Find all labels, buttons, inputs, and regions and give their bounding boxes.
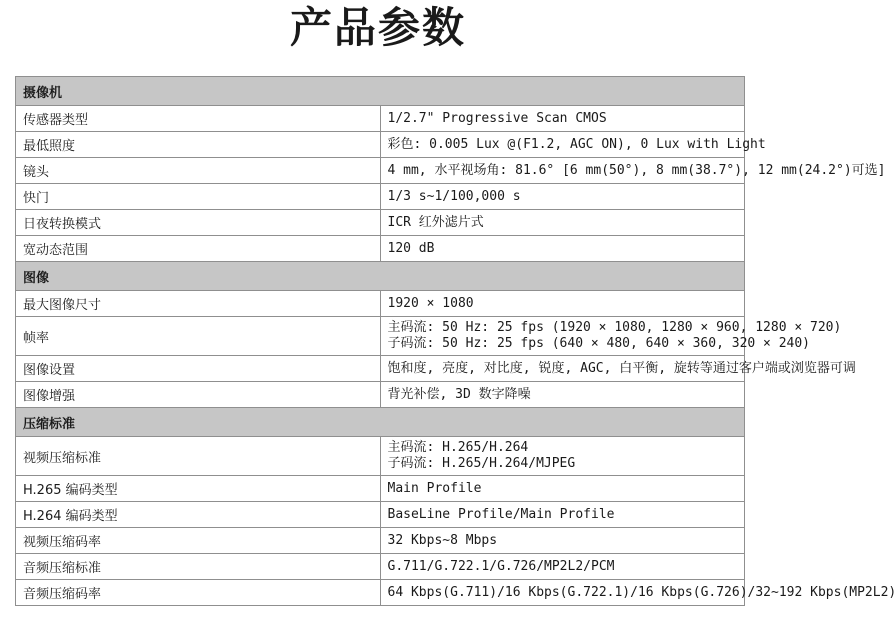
spec-value-line: 1/3 s~1/100,000 s [387,188,521,204]
spec-label: 最低照度 [16,132,381,158]
spec-value [380,580,896,606]
spec-table-body [16,77,896,606]
table-row [16,106,745,132]
table-row [16,132,745,158]
table-row [16,437,745,476]
table-row [16,580,745,606]
spec-label: 快门 [16,184,381,210]
spec-label: 图像设置 [16,356,381,382]
section-header-row [16,262,745,291]
spec-value-line: ICR 红外滤片式 [387,214,484,230]
spec-value [380,158,886,184]
spec-value-line: 饱和度, 亮度, 对比度, 锐度, AGC, 白平衡, 旋转等通过客户端或浏览器可调 [387,360,856,376]
spec-label: 视频压缩码率 [16,528,381,554]
spec-label: 传感器类型 [16,106,381,132]
table-row [16,158,745,184]
spec-value-line: 120 dB [387,240,435,256]
spec-label: 音频压缩码率 [16,580,381,606]
spec-value [380,236,745,262]
spec-label: H.265 编码类型 [16,476,381,502]
table-row [16,317,745,356]
spec-label: H.264 编码类型 [16,502,381,528]
table-row [16,184,745,210]
spec-label: 音频压缩标准 [16,554,381,580]
spec-value [380,356,856,382]
section-title: 压缩标准 [16,408,745,437]
spec-value-line: 子码流: H.265/H.264/MJPEG [387,456,576,471]
spec-value [380,382,745,408]
spec-table [15,76,896,606]
spec-label: 图像增强 [16,382,381,408]
spec-value-line: 4 mm, 水平视场角: 81.6° [6 mm(50°), 8 mm(38.7°), 12 mm(24.2°)可选] [387,162,886,178]
spec-label: 宽动态范围 [16,236,381,262]
spec-value-line: 1920 × 1080 [387,295,474,311]
section-header-row [16,77,745,106]
spec-value-line: 彩色: 0.005 Lux @(F1.2, AGC ON), 0 Lux with Light [387,136,766,152]
table-row [16,528,745,554]
spec-value [380,184,745,210]
table-row [16,356,745,382]
table-row [16,476,745,502]
spec-value-line: 32 Kbps~8 Mbps [387,532,498,548]
spec-value-line: 主码流: 50 Hz: 25 fps (1920 × 1080, 1280 × 960, 1280 × 720) [387,320,842,335]
table-row [16,502,745,528]
spec-value-line: 64 Kbps(G.711)/16 Kbps(G.722.1)/16 Kbps(G.726)/32~192 Kbps(MP2L2) [387,584,896,600]
table-row [16,210,745,236]
section-title: 图像 [16,262,745,291]
spec-label: 视频压缩标准 [16,437,381,476]
spec-value-line: G.711/G.722.1/G.726/MP2L2/PCM [387,558,615,574]
spec-value [380,210,745,236]
table-row [16,236,745,262]
section-title: 摄像机 [16,77,745,106]
spec-value [380,554,745,580]
spec-value-line: BaseLine Profile/Main Profile [387,506,615,522]
spec-value [380,528,745,554]
spec-value [380,106,745,132]
spec-value-line: 1/2.7" Progressive Scan CMOS [387,110,607,126]
spec-value [380,132,766,158]
section-header-row [16,408,745,437]
spec-value [380,291,745,317]
spec-label: 帧率 [16,317,381,356]
spec-value [380,502,745,528]
spec-value-line: 背光补偿, 3D 数字降噪 [387,386,531,402]
table-row [16,554,745,580]
spec-label: 镜头 [16,158,381,184]
table-row [16,382,745,408]
table-row [16,291,745,317]
spec-value [380,437,745,476]
spec-label: 最大图像尺寸 [16,291,381,317]
spec-value-line: 子码流: 50 Hz: 25 fps (640 × 480, 640 × 360, 320 × 240) [387,336,811,351]
spec-value [380,476,745,502]
spec-value-line: 主码流: H.265/H.264 [387,440,529,455]
spec-value [380,317,842,356]
spec-value-line: Main Profile [387,480,482,496]
spec-label: 日夜转换模式 [16,210,381,236]
page-title: 产品参数 [289,3,466,52]
